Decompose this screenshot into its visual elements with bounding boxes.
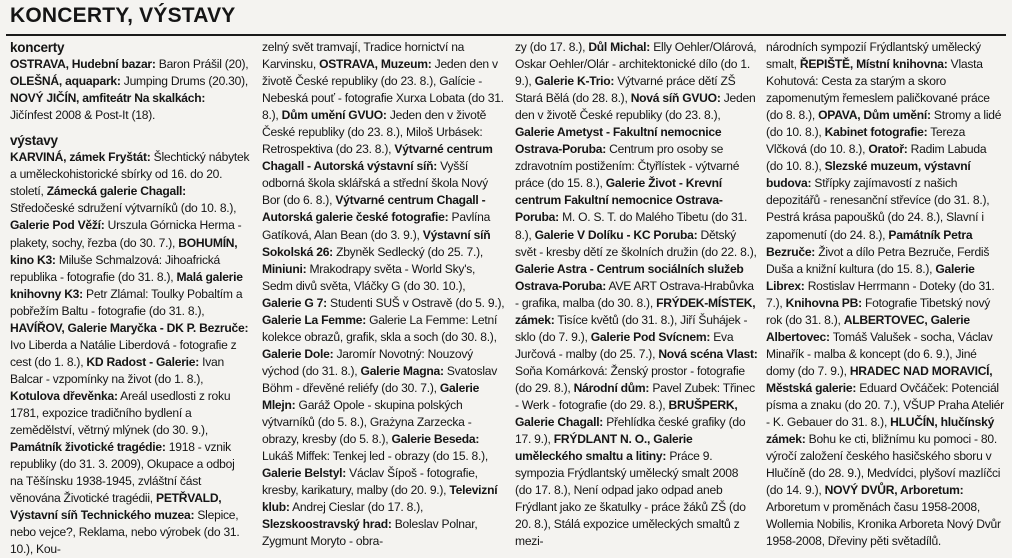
listing-paragraph bbox=[262, 39, 506, 550]
event-text: Vlasta Kohutová: Cesta za starým a skoro zapomenutým řemeslem paličkované práce (do 8. 8.), bbox=[766, 57, 990, 123]
venue-name: Galerie G 7: bbox=[262, 295, 327, 310]
venue-name: BOHUMÍN, kino K3: bbox=[10, 235, 238, 267]
event-text: Mrakodrapy světa - World Sky's, Sedm divů světa, Vláčky G (do 30. 10.), bbox=[262, 261, 476, 293]
venue-name: Galerie Mlejn: bbox=[262, 380, 480, 412]
venue-name: Televizní klub: bbox=[262, 483, 498, 515]
venue-name: Oratoř: bbox=[868, 142, 908, 157]
venue-name: OPAVA, Dům umění: bbox=[818, 108, 931, 123]
event-text: AVE ART Ostrava-Hrabůvka - grafika, malba (do 30. 8.), bbox=[515, 278, 754, 310]
event-text: Arboretum v proměnách času 1958-2008, Wollemia Nobilis, Kronika Arboreta Nový Dvůr 1958-2008, Dřeviny pěti světadílů. bbox=[766, 500, 1001, 549]
venue-name: HRADEC NAD MORAVICÍ, Městská galerie: bbox=[766, 363, 993, 395]
column-4 bbox=[766, 39, 1006, 547]
venue-name: OLEŠNÁ, aquapark: bbox=[10, 74, 121, 89]
event-text: Zbyněk Sedlecký (do 25. 7.), bbox=[332, 244, 483, 259]
event-text: Rostislav Herrmann - Doteky (do 31. 7.), bbox=[766, 278, 995, 310]
event-text: Václav Šípoš - fotografie, kresby, karikatury, malby (do 20. 9.), bbox=[262, 466, 478, 498]
listing-paragraph bbox=[10, 149, 250, 558]
title-rule bbox=[6, 34, 1006, 36]
venue-name: Knihovna PB: bbox=[785, 295, 862, 310]
column-2 bbox=[262, 39, 506, 547]
event-text: Boleslav Polnar, Zygmunt Moryto - obra- bbox=[262, 517, 478, 549]
venue-name: Památník Petra Bezruče: bbox=[766, 227, 973, 259]
listing-paragraph bbox=[766, 39, 1006, 550]
event-text: Ivo Liberda a Natálie Liberdová - fotografie z cest (do 1. 8.), bbox=[10, 337, 237, 369]
venue-name: Nová síň GVUO: bbox=[630, 91, 721, 106]
event-text: Andrej Cieslar (do 17. 8.), bbox=[289, 500, 424, 515]
venue-name: PETŘVALD, Výstavní síň Technického muzea: bbox=[10, 491, 222, 523]
column-1 bbox=[10, 39, 250, 557]
event-text: Přehlídka české grafiky (do 17. 9.), bbox=[515, 415, 746, 447]
event-text: Centrum pro osoby se zdravotním postižením: Čtyřlístek - výtvarné práce (do 15. 8.), bbox=[515, 142, 740, 191]
event-text: Urszula Górnicka Herma - plakety, sochy, řezba (do 30. 7.), bbox=[10, 218, 242, 250]
venue-name: Důl Michal: bbox=[588, 40, 651, 54]
section-title: KONCERTY, VÝSTAVY bbox=[10, 4, 236, 27]
venue-name: Zámecká galerie Chagall: bbox=[46, 184, 186, 199]
venue-name: Galerie Astra - Centrum sociálních služeb Ostrava-Poruba: bbox=[515, 261, 744, 293]
event-text: Život a dílo Petra Bezruče, Ferdiš Duša a knižní kultura (do 15. 8.), bbox=[766, 244, 990, 276]
event-text: Miluše Schmalzová: Jihoafrická republika - fotografie (do 31. 8.), bbox=[10, 252, 221, 284]
venue-name: Galerie Pod Věží: bbox=[10, 218, 105, 233]
venue-name: ŘEPIŠTĚ, Místní knihovna: bbox=[799, 57, 948, 72]
event-text: Eduard Ovčáček: Potenciál písma a znaku (do 20. 7.), VŠUP Praha Ateliér - K. Gebauer do 31. 8.), bbox=[766, 380, 1004, 430]
event-text: Areál usedlosti z roku 1781, expozice tradičního bydlení a zemědělství, větrný mlýnek (do 30. 9.), bbox=[10, 388, 231, 438]
event-text: Ivan Balcar - vzpomínky na život (do 1. 8.), bbox=[10, 354, 225, 386]
venue-name: OSTRAVA, Hudební bazar: bbox=[10, 57, 156, 72]
event-text: Jeden den v životě České republiky (do 23. 8.), Galície - Nebeská pouť - fotografie Xurxa Lobata (do 31. 8.), bbox=[262, 57, 504, 123]
section-heading: koncerty bbox=[10, 40, 65, 55]
event-text: Pavel Zubek: Třinec - Werk - fotografie (do 29. 8.), bbox=[515, 380, 755, 412]
event-text: 1918 - vznik republiky (do 31. 3. 2009), Okupace a odboj na Těšínsku 1938-1945, zvláštní část věnována Životické tragédii, bbox=[10, 440, 235, 506]
event-text: Středočeské sdružení výtvarníků (do 10. 8.), bbox=[10, 201, 237, 216]
venue-name: NOVÝ JIČÍN, amfiteátr Na skalkách: bbox=[10, 91, 206, 106]
event-text: Galerie La Femme: Letní kolekce obrazů, grafik, skla a soch (do 30. 8.), bbox=[262, 312, 498, 344]
event-text: národních sympozií Frýdlantský umělecký smalt, bbox=[766, 40, 981, 72]
venue-name: Slezskoostravský hrad: bbox=[262, 517, 392, 532]
event-text: Pavlína Gatíková, Alan Bean (do 3. 9.), bbox=[262, 210, 491, 242]
venue-name: Miniuni: bbox=[262, 261, 307, 276]
venue-name: Národní dům: bbox=[573, 380, 650, 395]
event-text: Svatoslav Böhm - dřevěné reliéfy (do 30. 7.), bbox=[262, 363, 498, 395]
event-text: Vyšší odborná škola sklářská a střední škola Nový Bor (do 6. 8.), bbox=[262, 159, 488, 208]
venue-name: Galerie Magna: bbox=[360, 363, 444, 378]
event-text: Fotografie Tibetský nový rok (do 31. 8.), bbox=[766, 295, 991, 327]
venue-name: Kabinet fotografie: bbox=[824, 125, 928, 140]
event-text: Tomáš Valušek - socha, Václav Minařík - malba & koncept (do 6. 9.), Jiné domy (do 7. 9.), bbox=[766, 329, 993, 378]
event-text: Lukáš Miffek: Tenkej led - obrazy (do 15. 8.), bbox=[262, 449, 489, 464]
event-text: Elly Oehler/Olárová, Oskar Oehler/Olár - architektonické dílo (do 1. 9.), bbox=[515, 40, 757, 89]
venue-name: Kotulova dřevěnka: bbox=[10, 388, 118, 403]
venue-name: FRÝDLANT N. O., Galerie uměleckého smaltu a litiny: bbox=[515, 432, 693, 464]
venue-name: NOVÝ DVŮR, Arboretum: bbox=[824, 483, 964, 498]
event-text: Tisíce květů (do 31. 8.), Jiří Šuhájek - sklo (do 7. 9.), bbox=[515, 312, 748, 344]
venue-name: FRÝDEK-MÍSTEK, zámek: bbox=[515, 295, 756, 327]
event-text: Studenti SUŠ v Ostravě (do 5. 9.), bbox=[326, 295, 505, 310]
event-text: Jičínfest 2008 & Post-It (18). bbox=[10, 108, 156, 123]
listing-paragraph bbox=[515, 39, 758, 550]
event-text: Stromy a lidé (do 10. 8.), bbox=[766, 108, 1002, 140]
venue-name: ALBERTOVEC, Galerie Albertovec: bbox=[766, 312, 970, 344]
venue-name: Galerie Dole: bbox=[262, 346, 334, 361]
venue-name: Nová scéna Vlast: bbox=[658, 346, 758, 361]
venue-name: KD Radost - Galerie: bbox=[86, 354, 200, 369]
venue-name: Dům umění GVUO: bbox=[281, 108, 387, 123]
venue-name: Výtvarné centrum Chagall - Autorská výstavní síň: bbox=[262, 142, 493, 174]
venue-name: Galerie Život - Krevní centrum Fakultní nemocnice Ostrava-Poruba: bbox=[515, 176, 723, 225]
venue-name: Galerie Beseda: bbox=[391, 432, 480, 447]
venue-name: Galerie Librex: bbox=[766, 261, 975, 293]
venue-name: Galerie Belstyl: bbox=[262, 466, 347, 481]
venue-name: Malá galerie knihovny K3: bbox=[10, 269, 243, 301]
event-text: Střípky zajímavostí z našich depozitářů - renesanční střevíce (do 31. 8.), Pestrá krása papoušků (do 24. 8.), Slavní i zapomenutí (do 24. 8.), bbox=[766, 176, 990, 242]
venue-name: HLUČÍN, hlučínský zámek: bbox=[766, 415, 995, 447]
event-text: zy (do 17. 8.), bbox=[515, 40, 589, 54]
event-text: Petr Zlámal: Toulky Pobaltím a pobřežím Baltu - fotografie (do 31. 8.), bbox=[10, 286, 243, 318]
event-text: zelný svět tramvají, Tradice hornictví na Karvinsku, bbox=[262, 40, 465, 72]
event-text: Jumping Drums (20.30), bbox=[120, 74, 249, 89]
section-heading: výstavy bbox=[10, 133, 58, 149]
event-text: Jeden den v životě České republiky (do 23. 8.), Miloš Urbásek: Retrospektiva (do 23. 8.), bbox=[262, 108, 487, 157]
event-text: Práce 9. sympozia Frýdlantský umělecký smalt 2008 (do 17. 8.), Není odpad jako odpad aneb Frýdlant jako ze škatulky - práce žáků ZŠ (do 20. 8.), Stálá expozice uměleckých smaltů z mezi- bbox=[515, 449, 746, 549]
venue-name: Galerie Pod Svícnem: bbox=[590, 329, 711, 344]
venue-name: Výtvarné centrum Chagall - Autorská galerie české fotografie: bbox=[262, 193, 486, 225]
venue-name: Slezské muzeum, výstavní budova: bbox=[766, 159, 971, 191]
event-text: Dětský svět - kresby dětí ze školních družin (do 22. 8.), bbox=[515, 227, 757, 259]
venue-name: Památník životické tragédie: bbox=[10, 440, 166, 455]
venue-name: KARVINÁ, zámek Fryštát: bbox=[10, 150, 151, 165]
event-text: Radim Labuda (do 10. 8.), bbox=[766, 142, 987, 174]
event-text: Jaromír Novotný: Nouzový východ (do 31. 8.), bbox=[262, 346, 473, 378]
venue-name: Galerie Ametyst - Fakultní nemocnice Ostrava-Poruba: bbox=[515, 125, 722, 157]
event-text: M. O. S. T. do Malého Tibetu (do 31. 8.), bbox=[515, 210, 748, 242]
event-text: Jeden den v životě České republiky (do 23. 8.), bbox=[515, 91, 756, 123]
venue-name: BRUŠPERK, Galerie Chagall: bbox=[515, 397, 738, 430]
event-text: Bohu ke cti, bližnímu ku pomoci - 80. výročí založení českého hasičského sboru v Hlučíně (do 28. 9.), Medvídci, plyšoví mazlíčci (do 14. 9.), bbox=[766, 432, 1001, 498]
venue-name: OSTRAVA, Muzeum: bbox=[319, 57, 432, 72]
event-text: Tereza Vlčková (do 10. 8.), bbox=[766, 125, 966, 157]
event-text: Baron Prášil (20), bbox=[155, 57, 249, 72]
event-text: Šlechtický nábytek a uměleckohistorické sbírky od 16. do 20. století, bbox=[10, 150, 250, 199]
event-text: Garáž Opole - skupina polských výtvarníků (do 5. 8.), Grażyna Zarzecka - obrazy, kresby (do 5. 8.), bbox=[262, 397, 472, 447]
listing-paragraph bbox=[10, 56, 250, 124]
venue-name: Galerie K-Trio: bbox=[534, 74, 615, 89]
event-text: Výtvarné práce dětí ZŠ Stará Bělá (do 28. 8.), bbox=[515, 74, 736, 106]
event-text: Soňa Komárková: Ženský prostor - fotografie (do 29. 8.), bbox=[515, 363, 745, 395]
venue-name: Galerie V Dolíku - KC Poruba: bbox=[534, 227, 698, 242]
event-text: Eva Jurčová - malby (do 25. 7.), bbox=[515, 329, 734, 361]
venue-name: Galerie La Femme: bbox=[262, 312, 366, 327]
event-text: Slepice, nebo vejce?, Reklama, nebo výrobek (do 31. 10.), Kou- bbox=[10, 508, 240, 557]
venue-name: Výstavní síň Sokolská 26: bbox=[262, 227, 491, 259]
venue-name: HAVÍŘOV, Galerie Maryčka - DK P. Bezruče: bbox=[10, 320, 249, 335]
column-3 bbox=[515, 39, 758, 547]
